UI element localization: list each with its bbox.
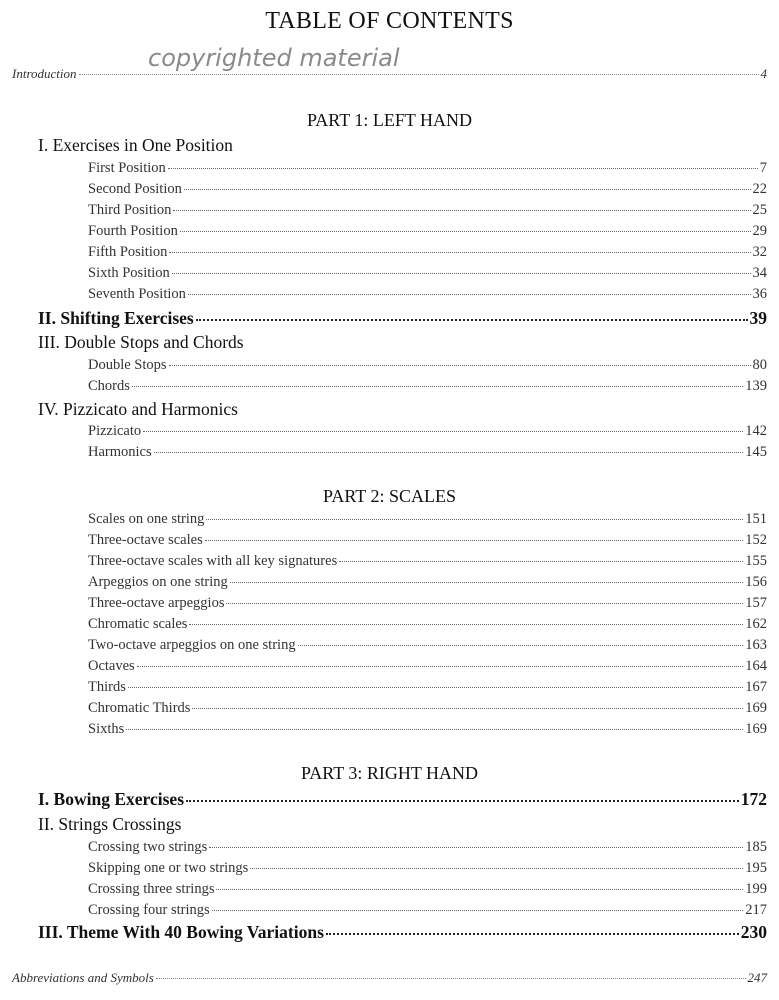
entry-label: I. Bowing Exercises <box>38 789 184 809</box>
entry-label: Second Position <box>88 181 182 197</box>
toc-entry[interactable] <box>88 223 767 240</box>
entry-page: 29 <box>752 223 767 239</box>
dot-leader <box>154 452 744 453</box>
entry-page: 172 <box>740 789 767 809</box>
entry-page: 145 <box>745 444 767 460</box>
entry-page: 185 <box>745 839 767 855</box>
toc-entry[interactable] <box>88 357 767 374</box>
entry-page: 247 <box>747 970 767 985</box>
dot-leader <box>180 231 751 232</box>
entry-label: Crossing four strings <box>88 902 210 918</box>
toc-entry[interactable] <box>88 181 767 198</box>
entry-page: 230 <box>740 922 767 942</box>
entry-page: 167 <box>745 679 767 695</box>
part-3-heading: PART 3: RIGHT HAND <box>300 763 479 783</box>
dot-leader <box>196 319 748 321</box>
entry-page: 157 <box>745 595 767 611</box>
toc-entry[interactable] <box>88 286 767 303</box>
dot-leader <box>126 729 743 730</box>
entry-label: Chromatic Thirds <box>88 700 191 716</box>
dot-leader <box>205 540 744 541</box>
toc-entry[interactable] <box>88 553 767 570</box>
dot-leader <box>326 933 739 935</box>
entry-label: Skipping one or two strings <box>88 860 249 876</box>
toc-entry[interactable] <box>88 265 767 282</box>
dot-leader <box>186 800 739 802</box>
watermark: copyrighted material <box>148 44 400 72</box>
entry-page: 164 <box>745 658 767 674</box>
entry-page: 25 <box>752 202 767 218</box>
section-heading[interactable]: IV. Pizzicato and Harmonics <box>38 399 238 419</box>
dot-leader <box>173 210 750 211</box>
toc-entry[interactable] <box>88 658 767 675</box>
entry-page: 162 <box>745 616 767 632</box>
entry-label: Seventh Position <box>88 286 186 302</box>
entry-page: 199 <box>745 881 767 897</box>
entry-page: 36 <box>752 286 767 302</box>
dot-leader <box>298 645 744 646</box>
toc-entry[interactable] <box>88 532 767 549</box>
toc-entry[interactable] <box>88 679 767 696</box>
part-2-heading: PART 2: SCALES <box>323 486 456 506</box>
entry-label: Scales on one string <box>88 511 205 527</box>
dot-leader <box>192 708 743 709</box>
toc-entry[interactable] <box>88 378 767 395</box>
dot-leader <box>339 561 743 562</box>
entry-label: Double Stops <box>88 357 167 373</box>
entry-label: Thirds <box>88 679 126 695</box>
entry-page: 169 <box>745 721 767 737</box>
entry-page: 22 <box>752 181 767 197</box>
entry-page: 7 <box>759 160 767 176</box>
toc-entry[interactable] <box>88 574 767 591</box>
section-heading[interactable]: I. Exercises in One Position <box>38 135 233 155</box>
toc-entry[interactable] <box>88 511 767 528</box>
part-1-heading: PART 1: LEFT HAND <box>306 110 473 130</box>
toc-entry[interactable] <box>88 160 767 177</box>
dot-leader <box>216 889 743 890</box>
dot-leader <box>168 168 758 169</box>
dot-leader <box>250 868 743 869</box>
toc-entry[interactable] <box>88 244 767 261</box>
dot-leader <box>79 74 759 75</box>
entry-label: Three-octave scales with all key signatures <box>88 553 338 569</box>
toc-section-entry[interactable] <box>38 789 767 810</box>
dot-leader <box>184 189 751 190</box>
entry-page: 156 <box>745 574 767 590</box>
toc-entry[interactable] <box>88 902 767 919</box>
entry-page: 195 <box>745 860 767 876</box>
entry-page: 139 <box>745 378 767 394</box>
entry-label: Harmonics <box>88 444 152 460</box>
dot-leader <box>212 910 744 911</box>
entry-label: Three-octave arpeggios <box>88 595 225 611</box>
entry-label: Chromatic scales <box>88 616 188 632</box>
toc-entry[interactable] <box>88 616 767 633</box>
toc-entry-introduction[interactable] <box>12 66 767 82</box>
dot-leader <box>156 978 746 979</box>
entry-label: Sixths <box>88 721 125 737</box>
page-title: TABLE OF CONTENTS <box>265 8 514 34</box>
entry-label: Three-octave scales <box>88 532 203 548</box>
entry-label: Introduction <box>12 66 77 81</box>
dot-leader <box>169 365 751 366</box>
entry-page: 155 <box>745 553 767 569</box>
dot-leader <box>226 603 743 604</box>
toc-entry[interactable] <box>88 700 767 717</box>
toc-section-entry[interactable] <box>38 308 767 329</box>
entry-label: Pizzicato <box>88 423 142 439</box>
entry-label: Third Position <box>88 202 172 218</box>
entry-label: Octaves <box>88 658 135 674</box>
toc-entry[interactable] <box>88 202 767 219</box>
dot-leader <box>189 624 743 625</box>
toc-section-entry[interactable] <box>38 922 767 943</box>
entry-label: Fourth Position <box>88 223 178 239</box>
entry-label: II. Shifting Exercises <box>38 308 194 328</box>
entry-page: 142 <box>745 423 767 439</box>
entry-label: Two-octave arpeggios on one string <box>88 637 296 653</box>
entry-label: Abbreviations and Symbols <box>12 970 154 985</box>
dot-leader <box>143 431 743 432</box>
dot-leader <box>230 582 744 583</box>
entry-label: Chords <box>88 378 130 394</box>
entry-page: 163 <box>745 637 767 653</box>
toc-entry[interactable] <box>88 637 767 654</box>
dot-leader <box>137 666 744 667</box>
section-heading[interactable]: III. Double Stops and Chords <box>38 332 244 352</box>
entry-page: 151 <box>745 511 767 527</box>
dot-leader <box>188 294 751 295</box>
dot-leader <box>209 847 743 848</box>
toc-entry[interactable] <box>88 423 767 440</box>
dot-leader <box>206 519 743 520</box>
entry-page: 217 <box>745 902 767 918</box>
toc-entry[interactable] <box>88 839 767 856</box>
entry-page: 39 <box>749 308 767 328</box>
entry-page: 34 <box>752 265 767 281</box>
entry-page: 80 <box>752 357 767 373</box>
dot-leader <box>132 386 743 387</box>
dot-leader <box>172 273 751 274</box>
entry-label: Arpeggios on one string <box>88 574 228 590</box>
entry-page: 32 <box>752 244 767 260</box>
toc-entry[interactable] <box>88 444 767 461</box>
entry-label: Crossing three strings <box>88 881 215 897</box>
dot-leader <box>169 252 750 253</box>
entry-label: Fifth Position <box>88 244 168 260</box>
toc-entry[interactable] <box>88 721 767 738</box>
toc-entry[interactable] <box>88 595 767 612</box>
entry-label: Crossing two strings <box>88 839 208 855</box>
dot-leader <box>128 687 743 688</box>
toc-entry[interactable] <box>88 881 767 898</box>
toc-entry-abbreviations[interactable] <box>12 970 767 986</box>
section-heading[interactable]: II. Strings Crossings <box>38 814 182 834</box>
entry-label: Sixth Position <box>88 265 170 281</box>
entry-page: 169 <box>745 700 767 716</box>
entry-label: First Position <box>88 160 166 176</box>
entry-page: 4 <box>760 66 767 81</box>
entry-label: III. Theme With 40 Bowing Variations <box>38 922 324 942</box>
toc-entry[interactable] <box>88 860 767 877</box>
entry-page: 152 <box>745 532 767 548</box>
